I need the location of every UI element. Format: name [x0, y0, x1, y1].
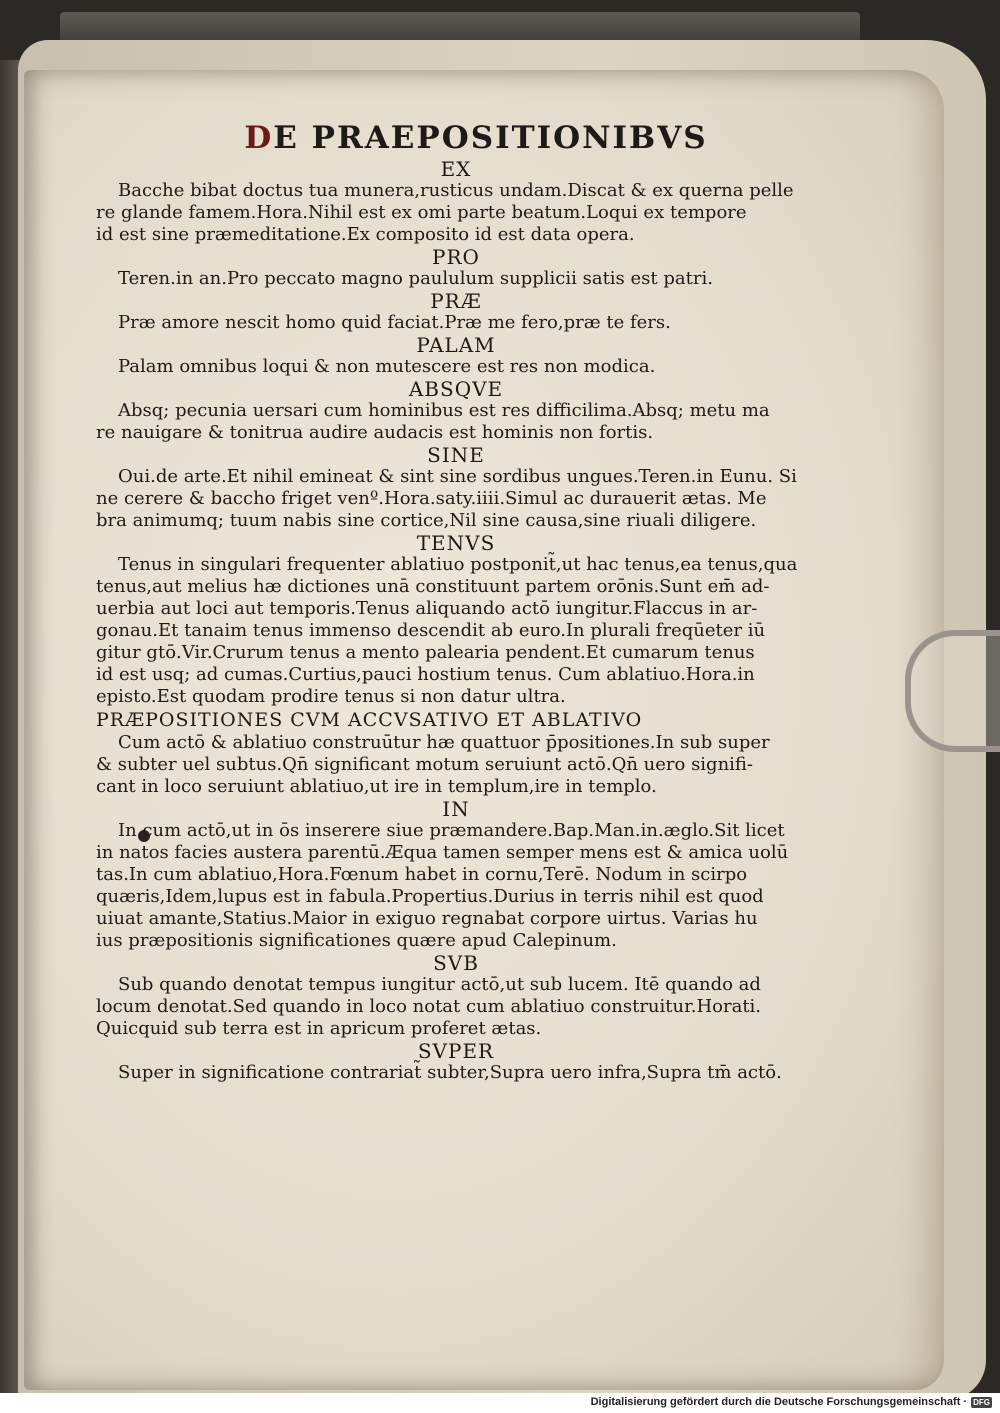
section-heading: SINE: [427, 443, 485, 467]
text-line: tenus,aut melius hæ dictiones unā constituunt partem orōnis.Sunt em̄ ad-: [96, 576, 770, 597]
text-line: Teren.in an.Pro peccato magno paululum supplicii satis est patri.: [118, 268, 713, 289]
section-heading: ABSQVE: [408, 377, 504, 401]
text-line: Quicquid sub terra est in apricum proferet ætas.: [96, 1018, 542, 1039]
text-line: re nauigare & tonitrua audire audacis est hominis non fortis.: [96, 422, 654, 443]
section-heading: PRO: [432, 245, 480, 269]
text-line: Tenus in singulari frequenter ablatiuo postponit̃,ut hac tenus,ea tenus,qua: [118, 554, 798, 575]
text-line: re glande famem.Hora.Nihil est ex omi parte beatum.Loqui ex tempore: [96, 202, 747, 223]
text-line: uerbia aut loci aut temporis.Tenus aliquando actō iungitur.Flaccus in ar-: [96, 598, 758, 619]
text-line: gonau.Et tanaim tenus immenso descendit ab euro.In plurali freqūeter iū: [96, 620, 766, 641]
text-line: Super in significatione contrariat̃ subter,Supra uero infra,Supra tm̄ actō.: [118, 1062, 782, 1083]
section-heading: PALAM: [416, 333, 496, 357]
dfg-credit-footer: [591, 1393, 992, 1411]
text-line: locum denotat.Sed quando in loco notat cum ablatiuo construitur.Horati.: [96, 996, 762, 1017]
section-heading: PRÆPOSITIONES CVM ACCVSATIVO ET ABLATIVO: [96, 709, 643, 731]
text-line: & subter uel subtus.Qn̄ significant motum seruiunt actō.Qn̄ uero signifi-: [96, 754, 754, 775]
footer-text: Digitalisierung gefördert durch die Deutsche Forschungsgemeinschaft ·: [590, 1396, 968, 1408]
text-line: Oui.de arte.Et nihil emineat & sint sine sordibus ungues.Teren.in Eunu. Si: [118, 466, 797, 487]
text-line: Bacche bibat doctus tua munera,rusticus undam.Discat & ex querna pelle: [118, 180, 794, 201]
sections-container: [96, 157, 798, 1084]
text-line: ius præpositionis significationes quære apud Calepinum.: [96, 930, 617, 951]
section-heading: TENVS: [416, 531, 496, 555]
text-line: Præ amore nescit homo quid faciat.Præ me fero,præ te fers.: [118, 312, 671, 333]
section-heading: SVPER: [417, 1039, 495, 1063]
text-line: id est usq; ad cumas.Curtius,pauci hostium tenus. Cum ablatiuo.Hora.in: [96, 664, 755, 685]
book-clip: [905, 630, 1000, 752]
text-line: Cum actō & ablatiuo construūtur hæ quattuor p̄positiones.In sub super: [118, 732, 770, 753]
text-line: episto.Est quodam prodire tenus si non datur ultra.: [96, 686, 566, 707]
section-heading: PRÆ: [430, 289, 482, 313]
text-line: Sub quando denotat tempus iungitur actō,ut sub lucem. Itē quando ad: [118, 974, 761, 995]
title-initial: D: [244, 120, 274, 156]
dfg-logo-icon: DFG: [973, 1397, 990, 1407]
text-line: gitur gtō.Vir.Crurum tenus a mento palearia pendent.Et cumarum tenus: [96, 642, 755, 663]
section-heading: EX: [440, 157, 472, 181]
text-line: id est sine præmeditatione.Ex composito id est data opera.: [96, 224, 635, 245]
text-line: uiuat amante,Statius.Maior in exiguo regnabat corpore uirtus. Varias hu: [96, 908, 758, 929]
title-rest: E PRAEPOSITIONIBVS: [273, 120, 708, 156]
section-heading: SVB: [433, 951, 479, 975]
text-line: tas.In cum ablatiuo,Hora.Fœnum habet in cornu,Terē. Nodum in scirpo: [96, 864, 748, 885]
text-line: Absq; pecunia uersari cum hominibus est res difficilima.Absq; metu ma: [118, 400, 770, 421]
section-heading: IN: [442, 797, 470, 821]
text-line: In cum actō,ut in ōs inserere siue præmandere.Bap.Man.in.æglo.Sit licet: [118, 820, 785, 841]
page-title: [96, 118, 776, 158]
text-line: quæris,Idem,lupus est in fabula.Propertius.Durius in terris nihil est quod: [96, 886, 764, 907]
page-text: [96, 118, 798, 1084]
text-line: bra animumq; tuum nabis sine cortice,Nil sine causa,sine riuali diligere.: [96, 510, 757, 531]
text-line: ne cerere & baccho friget venº.Hora.saty.iiii.Simul ac durauerit ætas. Me: [96, 488, 767, 509]
text-line: in natos facies austera parentū.Æqua tamen semper mens est & amica uolū: [96, 842, 789, 863]
text-line: Palam omnibus loqui & non mutescere est res non modica.: [118, 356, 656, 377]
text-line: cant in loco seruiunt ablatiuo,ut ire in templum,ire in templo.: [96, 776, 657, 797]
